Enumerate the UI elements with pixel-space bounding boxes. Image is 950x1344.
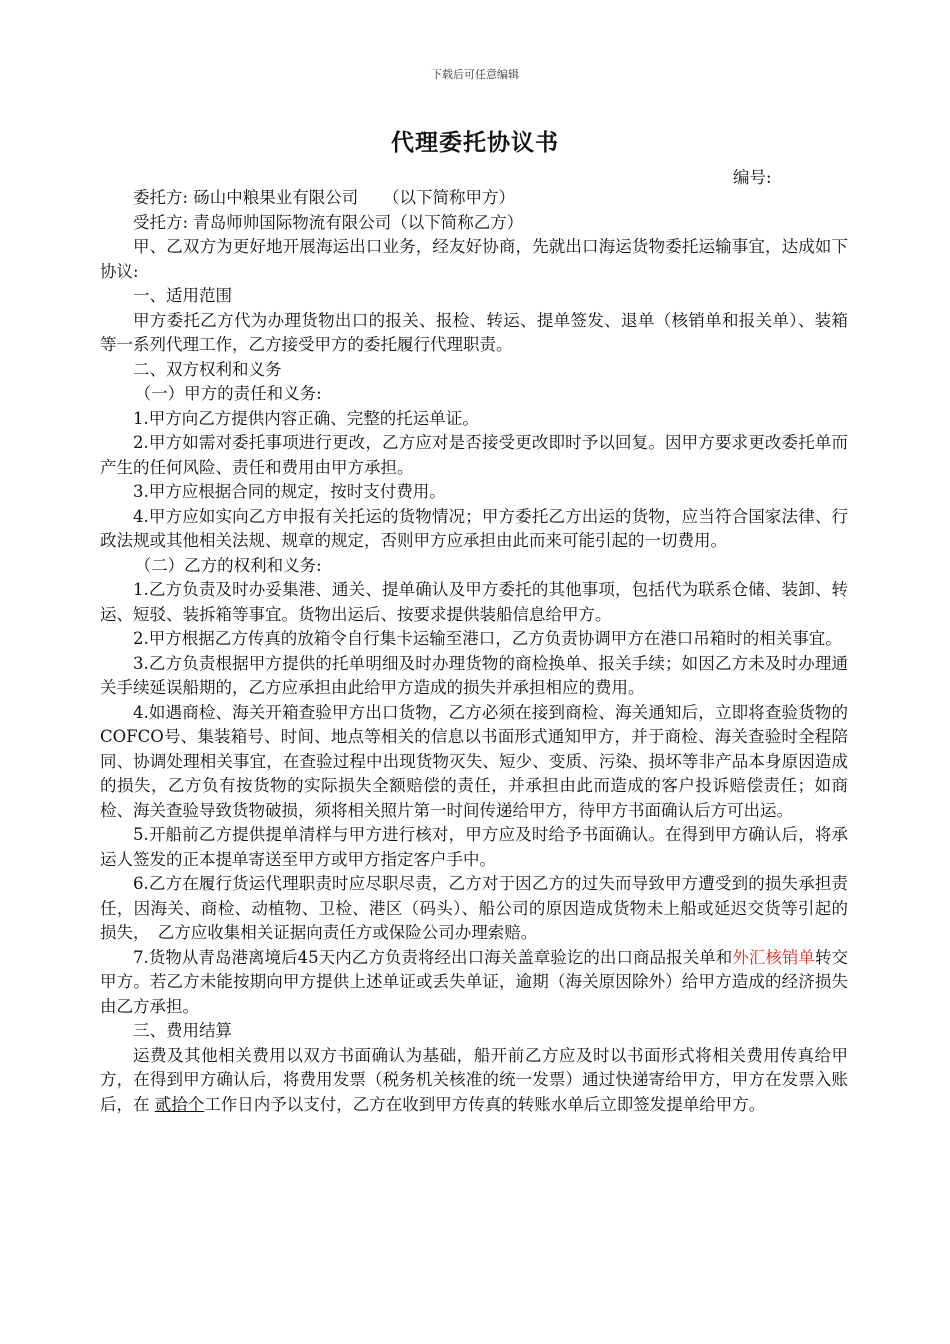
paragraph-text: 工作日内予以支付，乙方在收到甲方传真的转账水单后立即签发提单给甲方。 [204,1094,766,1114]
paragraph [100,701,848,824]
paragraph-text: 一、适用范围 [133,286,232,305]
agreement-body [100,186,848,1117]
highlighted-term: 外汇核销单 [732,947,815,967]
paragraph [100,235,848,284]
paragraph [100,358,848,383]
paragraph [100,554,848,579]
paragraph [100,211,848,236]
paragraph [100,382,848,407]
paragraph-text: 5.开船前乙方提供提单清样与甲方进行核对，甲方应及时给予书面确认。在得到甲方确认后，将承运人签发的正本提单寄送至甲方或甲方指定客户手中。 [100,825,848,869]
paragraph-text: 3.乙方负责根据甲方提供的托单明细及时办理货物的商检换单、报关手续；如因乙方未及时办理通关手续延误船期的，乙方应承担由此给甲方造成的损失并承担相应的费用。 [100,653,848,697]
paragraph-text: 4.如遇商检、海关开箱查验甲方出口货物，乙方必须在接到商检、海关通知后，立即将查验货物的COFCO号、集装箱号、时间、地点等相关的信息以书面形式通知甲方，并于商检、海关查验时全程陪同、协调处理相关事宜，在查验过程中出现货物灭失、短少、变质、污染、损坏等非产品本身原因造成的损失，乙方负有按货物的实际损失全额赔偿的责任，并承担由此而造成的客户投诉赔偿责任；如商检、海关查验导致货物破损，须将相关照片第一时间传递给甲方，待甲方书面确认后方可出运。 [100,702,848,820]
paragraph [100,431,848,480]
paragraph [100,505,848,554]
paragraph-text: 运费及其他相关费用以双方书面确认为基础，船开前乙方应及时以书面形式将相关费用传真给甲方，在得到甲方确认后，将费用发票（税务机关核准的统一发票）通过快递寄给甲方，甲方在发票入账后，在 [100,1045,848,1114]
paragraph [100,480,848,505]
paragraph [100,1019,848,1044]
paragraph-text: 1.乙方负责及时办妥集港、通关、提单确认及甲方委托的其他事项，包括代为联系仓储、装卸、转运、短驳、装拆箱等事宜。货物出运后、按要求提供装船信息给甲方。 [100,580,848,624]
paragraph [100,872,848,946]
paragraph-text: 甲、乙双方为更好地开展海运出口业务，经友好协商，先就出口海运货物委托运输事宜，达成如下协议: [100,237,848,281]
paragraph-text: 2.甲方根据乙方传真的放箱令自行集卡运输至港口，乙方负责协调甲方在港口吊箱时的相关事宜。 [133,629,842,648]
paragraph-text: （二）乙方的权利和义务: [134,555,322,575]
paragraph-text: 1.甲方向乙方提供内容正确、完整的托运单证。 [133,408,479,428]
paragraph-text: 二、双方权利和义务 [133,359,282,379]
paragraph-text: （一）甲方的责任和义务: [134,384,322,403]
document-title: 代理委托协议书 [391,130,559,156]
paragraph-text: 转交甲方。若乙方未能按期向甲方提供上述单证或丢失单证，逾期（海关原因除外）给甲方造成的经济损失由乙方承担。 [100,947,849,1016]
paragraph-text: 三、费用结算 [133,1021,232,1040]
paragraph [100,309,848,358]
paragraph [100,284,848,309]
paragraph-text: 2.甲方如需对委托事项进行更改，乙方应对是否接受更改即时予以回复。因甲方要求更改委托单而产生的任何风险、责任和费用由甲方承担。 [100,433,848,477]
paragraph [100,407,848,432]
paragraph [100,652,848,701]
paragraph [100,186,848,211]
document-number-label: 编号: [733,168,772,187]
paragraph [100,1044,848,1118]
paragraph-text: 委托方: 砀山中粮果业有限公司 （以下简称甲方） [133,188,516,207]
paragraph-text: 4.甲方应如实向乙方申报有关托运的货物情况；甲方委托乙方出运的货物，应当符合国家法律、行政法规或其他相关法规、规章的规定，否则甲方应承担由此而来可能引起的一切费用。 [100,506,848,550]
header-note: 下载后可任意编辑 [431,68,519,81]
paragraph [100,578,848,627]
paragraph [100,946,848,1020]
paragraph-text: 7.货物从青岛港离境后45天内乙方负责将经出口海关盖章验讫的出口商品报关单和 [133,947,733,967]
paragraph-text: 甲方委托乙方代为办理货物出口的报关、报检、转运、提单签发、退单（核销单和报关单）、装箱等一系列代理工作，乙方接受甲方的委托履行代理职责。 [100,310,848,354]
paragraph [100,627,848,652]
paragraph-text: 3.甲方应根据合同的规定，按时支付费用。 [133,482,446,501]
underlined-term: 贰拾个 [154,1094,205,1114]
paragraph [100,823,848,872]
paragraph-text: 受托方: 青岛师帅国际物流有限公司（以下简称乙方） [133,212,524,232]
paragraph-text: 6.乙方在履行货运代理职责时应尽职尽责，乙方对于因乙方的过失而导致甲方遭受到的损失承担责任，因海关、商检、动植物、卫检、港区（码头）、船公司的原因造成货物未上船或延迟交货等引起的损失， 乙方应收集相关证据向责任方或保险公司办理索赔。 [100,874,848,942]
